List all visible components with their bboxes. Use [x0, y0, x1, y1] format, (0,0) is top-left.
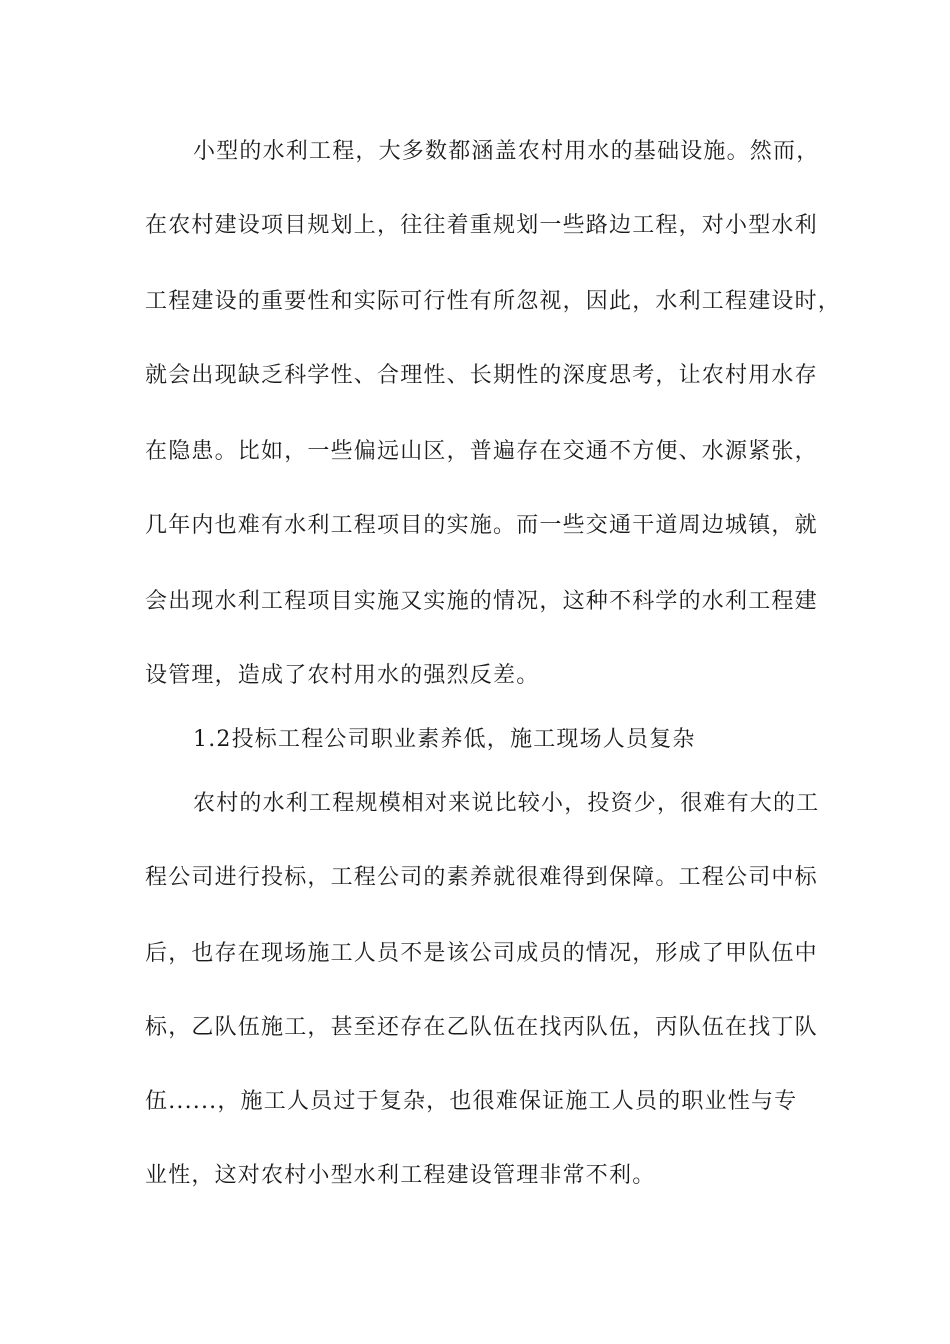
paragraph-line: 业性，这对农村小型水利工程建设管理非常不利。: [145, 1163, 656, 1188]
paragraph-line: 伍......，施工人员过于复杂，也很难保证施工人员的职业性与专: [145, 1089, 798, 1114]
paragraph-line: 小型的水利工程，大多数都涵盖农村用水的基础设施。然而，: [193, 139, 820, 164]
section-heading: 1.2投标工程公司职业素养低，施工现场人员复杂: [193, 727, 696, 752]
paragraph-line: 在隐患。比如，一些偏远山区，普遍存在交通不方便、水源紧张，: [145, 439, 818, 464]
paragraph-line: 在农村建设项目规划上，往往着重规划一些路边工程，对小型水利: [145, 213, 818, 238]
paragraph-line: 就会出现缺乏科学性、合理性、长期性的深度思考，让农村用水存: [145, 363, 818, 388]
paragraph-line: 程公司进行投标，工程公司的素养就很难得到保障。工程公司中标: [145, 865, 818, 890]
paragraph-line: 后，也存在现场施工人员不是该公司成员的情况，形成了甲队伍中: [145, 941, 818, 966]
paragraph-line: 标，乙队伍施工，甚至还存在乙队伍在找丙队伍，丙队伍在找丁队: [145, 1015, 818, 1040]
paragraph-line: 几年内也难有水利工程项目的实施。而一些交通干道周边城镇，就: [145, 513, 818, 538]
paragraph-line: 工程建设的重要性和实际可行性有所忽视，因此，水利工程建设时，: [145, 289, 842, 314]
paragraph-line: 会出现水利工程项目实施又实施的情况，这种不科学的水利工程建: [145, 589, 818, 614]
paragraph-line: 农村的水利工程规模相对来说比较小，投资少，很难有大的工: [193, 791, 820, 816]
paragraph-line: 设管理，造成了农村用水的强烈反差。: [145, 663, 540, 688]
